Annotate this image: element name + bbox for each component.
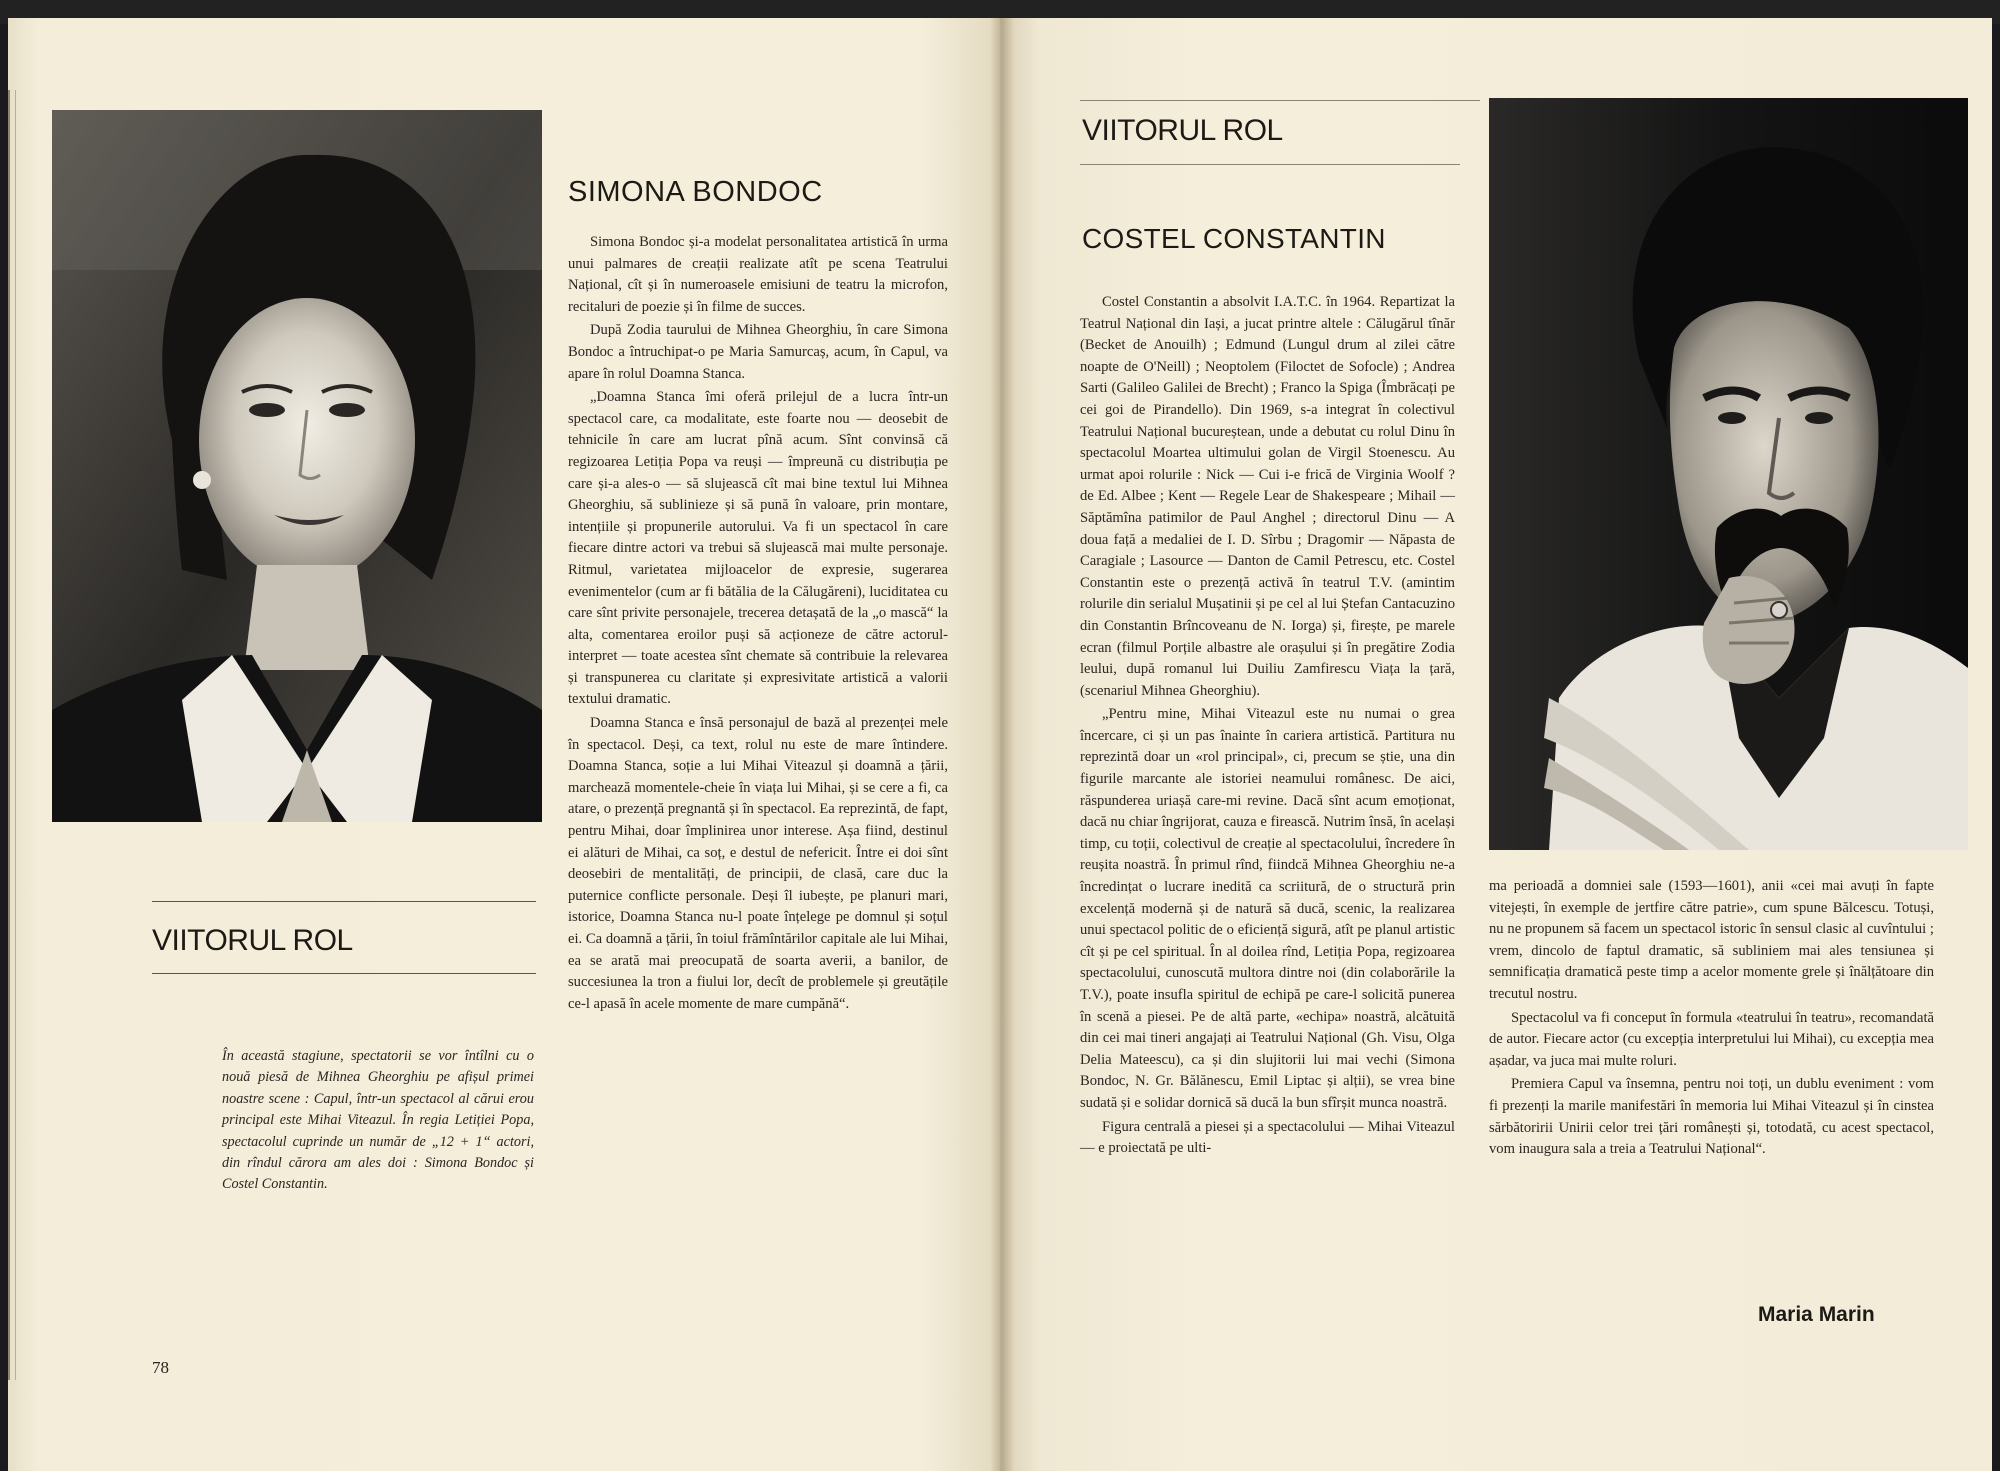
- paragraph: ma perioadă a domniei sale (1593—1601), anii «cei mai avuți în fapte vitejești, în exemple de jertfire către patrie», cum spune Bălcescu. Totuși, nu ne propunem să facem un spectacol istoric în sensul clasic al cuvîntului ; vrem, dincolo de faptul dramatic, să subliniem mai ales tensiunea și semnificația dramatică peste timp a acelor momente grele și înălțătoare din trecutul nostru.: [1489, 878, 1934, 1002]
- author-signature: Maria Marin: [1758, 1303, 1875, 1326]
- page-number: 78: [152, 1358, 169, 1377]
- paragraph: Doamna Stanca e însă personajul de bază al prezenței mele în spectacol. Deși, ca text, rolul nu este de mare întindere. Doamna Stanca, soție a lui Mihai Viteazul și doamnă a țării, marchează momentele-cheie în viața lui Mihai, și se cere a fi, ca atare, o prezență pregnantă și în spectacol. Ea reprezintă, de fapt, pentru Mihai, doar împlinirea unor interese. Așa fiind, destinul ei alături de Mihai, ca soț, e destul de nefericit. Între ei doi sînt deosebiri de mentalități, de principii, de clasă, care duc la puternice conflicte personale. Deși îl iubește, pe planuri mari, istorice, Doamna Stanca nu-l poate înțelege pe domnul și soțul ei. Ca doamnă a țării, în toiul frămîntărilor capitale ale lui Mihai, ea se arată mai preocupată de soarta averii, a banilor, de succesiunea la tron a fiului lor, decît de problemele și greutățile ce-l apasă în acele momente de mare cumpănă“.: [568, 715, 948, 1012]
- page-edge-lines: [8, 90, 22, 1380]
- intro-text: În această stagiune, spectatorii se vor întîlni cu o nouă piesă de Mihnea Gheorghiu pe afișul primei noastre scene : Capul, într-un spectacol al cărui erou principal este Mihai Viteazul. În regia Letiției Popa, spectacolul cuprinde un număr de „12 + 1“ actori, din rîndul cărora am ales doi : Simona Bondoc și Costel Constantin.: [222, 1048, 534, 1193]
- paragraph: „Pentru mine, Mihai Viteazul este nu numai o grea încercare, ci și un pas înainte în cariera artistică. Partitura nu reprezintă doar un «rol principal», ci, precum se știe, una din figurile marcante ale istoriei neamului românesc. De aici, răspunderea uriașă care-mi revine. Dacă sînt acum emoționat, dacă nu chiar îngrijorat, cauza e firească. Nutrim însă, în același timp, cu toții, colectivul de creație al spectacolului, încredere în reușita noastră. În primul rînd, fiindcă Mihnea Gheorghiu ne-a încredințat o lucrare inedită ca scriitură, de o structură prin excelență modernă și de natură să ducă, scenic, la realizarea unui spectacol politic de o eficiență sigură, atît pe planul artistic cît și pe cel spiritual. În al doilea rînd, Letiția Popa, regizoarea spectacolului, cunoscută multora dintre noi (din colaborările la T.V.), poate insufla spiritul de echipă pe care-l solicită punerea în scenă a piesei. Pe de altă parte, «echipa» noastră, alcătuită din cei mai tineri angajați ai Teatrului Național (Gh. Visu, Olga Delia Mateescu), ca și din slujitorii lui mai vechi (Simona Bondoc, N. Gr. Bălănescu, Emil Liptac și alții), se vrea bine sudată și e solidar dornică să ducă la bun sfîrșit munca noastră.: [1080, 706, 1455, 1111]
- right-page: [1000, 18, 1992, 1471]
- article-body-left: [568, 232, 948, 1015]
- article-name: COSTEL CONSTANTIN: [1082, 223, 1386, 254]
- portrait-photo-simona-bondoc: [52, 110, 542, 822]
- paragraph: „Doamna Stanca îmi oferă prilejul de a lucra într-un spectacol care, ca modalitate, este foarte nou — deosebit de tehnicile în care am lucrat pînă acum. Sînt convinsă că regizoarea Letiția Popa va reuși — împreună cu distribuția pe care și-a ales-o — să slujească cît mai bine textul lui Mihnea Gheorghiu, să sublinieze și să pună în valoare, prin montare, intențiile și propunerile autorului. Va fi un spectacol în care fiecare dintre actori va trebui să slujească mai multe personaje. Ritmul, varietatea mijloacelor de expresie, sugerarea evenimentelor (cum ar fi bătălia de la Călugăreni), luciditatea cu care sînt privite personajele, trecerea detașată de la „o mască“ la alta, comentarea eroilor puși să acționeze de către actorul-interpret — toate acestea sînt chemate să contribuie la relevarea și transpunerea cu claritate și expresivitate artistică a valorii textului dramatic.: [568, 389, 948, 708]
- paragraph: Premiera Capul va însemna, pentru noi toți, un dublu eveniment : vom fi prezenți la marile manifestări în memoria lui Mihai Viteazul și în cinstea sărbătoririi Unirii celor trei țări românești și, totodată, cu acest spectacol, vom inaugura sala a treia a Teatrului Național“.: [1489, 1076, 1934, 1158]
- paragraph: Figura centrală a piesei și a spectacolului — Mihai Viteazul — e proiectată pe ulti-: [1080, 1118, 1455, 1157]
- paragraph: Costel Constantin a absolvit I.A.T.C. în 1964. Repartizat la Teatrul Național din Iași, a jucat printre altele : Călugărul tînăr (Becket de Anouilh) ; Edmund (Lungul drum al zilei către noapte de O'Neill) ; Neoptolem (Filoctet de Sofocle) ; Andrea Sarti (Galileo Galilei de Brecht) ; Franco la Spiga (Îmbrăcați pe cei goi de Pirandello). Din 1969, s-a integrat în colectivul Teatrului Național bucureștean, unde a debutat cu rolul Dinu în spectacolul Moartea ultimului golan de Virgil Stoenescu. Au urmat apoi rolurile : Nick — Cui i-e frică de Virginia Woolf ? de Ed. Albee ; Kent — Regele Lear de Shakespeare ; Mihail — Săptămîna patimilor de Paul Anghel ; directorul Dinu — A doua față a medaliei de I. D. Sîrbu ; Dragomir — Năpasta de Caragiale ; Lasource — Danton de Camil Petrescu, etc. Costel Constantin este o prezență activă în teatrul T.V. (amintim rolurile din serialul Mușatinii și pe cel al lui Ștefan Cantacuzino din Constantin Brîncoveanu de N. Iorga) și, firește, pe marele ecran (filmul Porțile albastre ale orașului și în pregătire Zodia leului, după romanul lui Duiliu Zamfirescu Viața la țară, (scenariul Mihnea Gheorghiu).: [1080, 294, 1455, 699]
- paragraph: Spectacolul va fi conceput în formula «teatrului în teatru», recomandată de autor. Fiecare actor (cu excepția interpretului lui Mihai), cu excepția mea așadar, va juca mai multe roluri.: [1489, 1009, 1934, 1069]
- section-label: VIITORUL ROL: [152, 924, 353, 957]
- paragraph: După Zodia taurului de Mihnea Gheorghiu, în care Simona Bondoc a întruchipat-o pe Maria Samurcaș, acum, în Capul, va apare în rolul Doamna Stanca.: [568, 322, 948, 382]
- article-body-col2: [1489, 876, 1934, 1161]
- paragraph: Simona Bondoc și-a modelat personalitatea artistică în urma unui palmares de creații realizate atît pe scena Teatrului Național, cît și în numeroasele emisiuni de teatru la microfon, recitaluri de poezie și în filme de succes.: [568, 234, 948, 315]
- article-body-col1: [1080, 292, 1455, 1160]
- divider-top: [1080, 100, 1480, 101]
- section-label: VIITORUL ROL: [1082, 114, 1283, 147]
- divider-bottom: [152, 973, 536, 974]
- book-gutter: [990, 18, 1014, 1471]
- portrait-photo-costel-constantin: [1489, 98, 1968, 850]
- article-name: SIMONA BONDOC: [568, 176, 823, 208]
- divider-top: [152, 901, 536, 902]
- left-page: [8, 18, 1000, 1471]
- divider-bottom: [1080, 164, 1460, 165]
